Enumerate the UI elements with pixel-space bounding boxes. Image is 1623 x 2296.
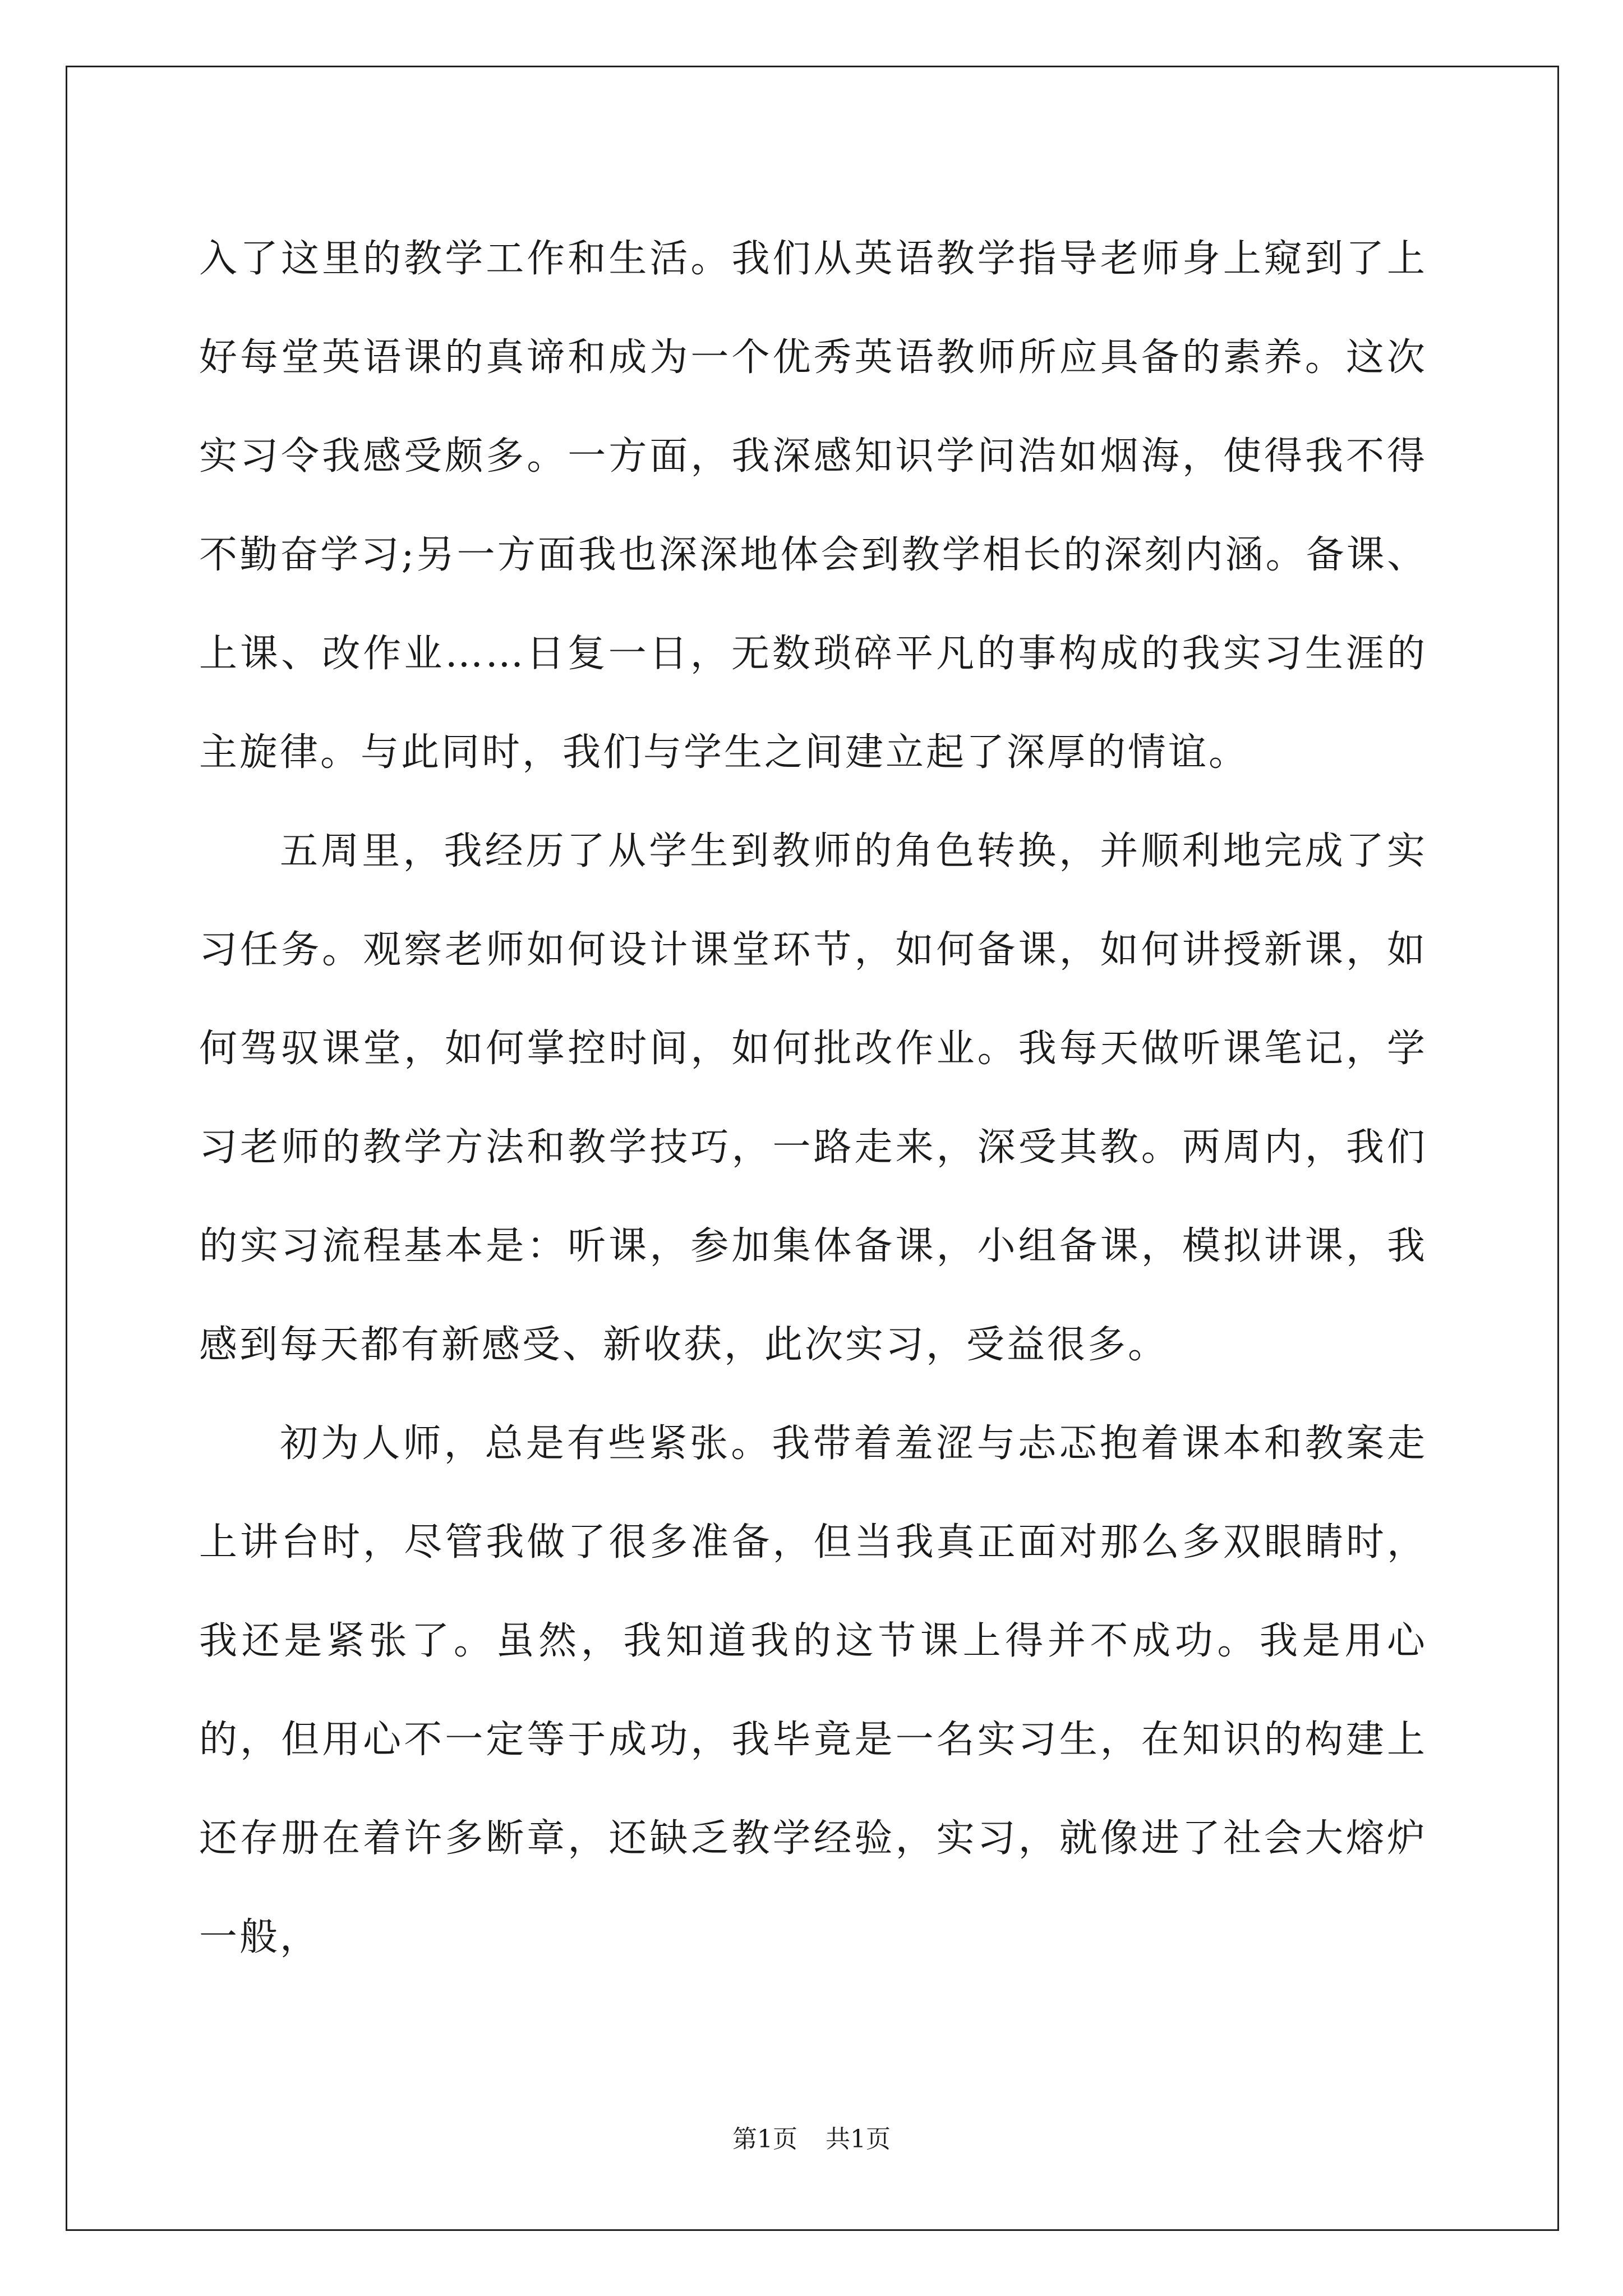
document-body xyxy=(199,210,1427,1987)
paragraph-3: 初为人师，总是有些紧张。我带着羞涩与忐忑抱着课本和教案走上讲台时，尽管我做了很多准备，但当我真正面对那么多双眼睛时，我还是紧张了。虽然，我知道我的这节课上得并不成功。我是用心的，但用心不一定等于成功，我毕竟是一名实习生，在知识的构建上还存册在着许多断章，还缺乏教学经验，实习，就像进了社会大熔炉一般， xyxy=(199,1421,1427,1959)
page-footer xyxy=(0,2123,1623,2156)
paragraph-2: 五周里，我经历了从学生到教师的角色转换，并顺利地完成了实习任务。观察老师如何设计课堂环节，如何备课，如何讲授新课，如何驾驭课堂，如何掌控时间，如何批改作业。我每天做听课笔记，学习老师的教学方法和教学技巧，一路走来，深受其教。两周内，我们的实习流程基本是：听课，参加集体备课，小组备课，模拟讲课，我感到每天都有新感受、新收获，此次实习，受益很多。 xyxy=(199,829,1427,1367)
paragraph-1: 入了这里的教学工作和生活。我们从英语教学指导老师身上窥到了上好每堂英语课的真谛和成为一个优秀英语教师所应具备的素养。这次实习令我感受颇多。一方面，我深感知识学问浩如烟海，使得我不得不勤奋学习;另一方面我也深深地体会到教学相长的深刻内涵。备课、上课、改作业……日复一日，无数琐碎平凡的事构成的我实习生涯的主旋律。与此同时，我们与学生之间建立起了深厚的情谊。 xyxy=(199,237,1427,775)
page-number: 第1页 xyxy=(732,2125,797,2154)
page-total: 共1页 xyxy=(826,2125,891,2154)
